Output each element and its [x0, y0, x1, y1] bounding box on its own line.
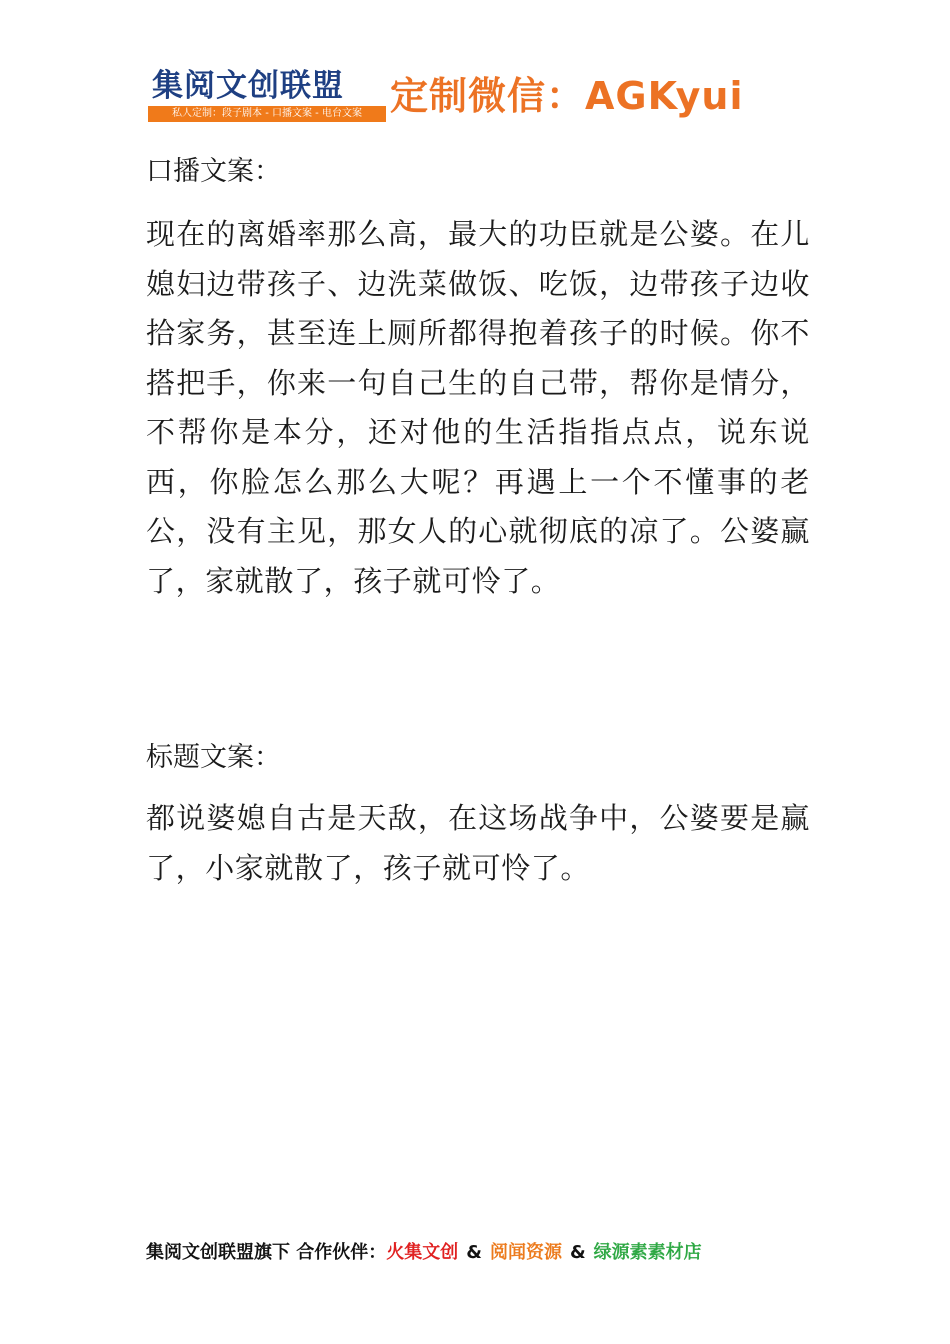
- footer-ampersand: &: [569, 1242, 586, 1263]
- brand-logo: [148, 66, 386, 124]
- custom-contact-banner: 定制微信：AGKyui: [390, 74, 744, 118]
- title-copy-label: 标题文案：: [146, 742, 281, 773]
- partner-link-lvyuan: 绿源素素材店: [593, 1242, 702, 1263]
- partner-link-huoji: 火集文创: [386, 1242, 459, 1263]
- page-header: [148, 66, 788, 128]
- footer-prefix: 集阅文创联盟旗下 合作伙伴：: [146, 1242, 387, 1263]
- brand-tagline: 私人定制：段子剧本 - 口播文案 - 电台文案: [148, 106, 386, 122]
- title-copy-body: 都说婆媳自古是天敌，在这场战争中，公婆要是赢了，小家就散了，孩子就可怜了。: [146, 801, 810, 885]
- partner-link-yuewen: 阅闻资源: [489, 1242, 562, 1263]
- page-footer: [146, 1240, 702, 1266]
- voiceover-label: 口播文案：: [146, 156, 281, 187]
- brand-title: 集阅文创联盟: [152, 68, 344, 104]
- voiceover-body: 现在的离婚率那么高，最大的功臣就是公婆。在儿媳妇边带孩子、边洗菜做饭、吃饭，边带孩子边收拾家务，甚至连上厕所都得抱着孩子的时候。你不搭把手，你来一句自己生的自己带，帮你是情分，不帮你是本分，还对他的生活指指点点，说东说西，你脸怎么那么大呢？再遇上一个不懂事的老公，没有主见，那女人的心就彻底的凉了。公婆赢了，家就散了，孩子就可怜了。: [146, 217, 810, 598]
- footer-ampersand: &: [466, 1242, 482, 1263]
